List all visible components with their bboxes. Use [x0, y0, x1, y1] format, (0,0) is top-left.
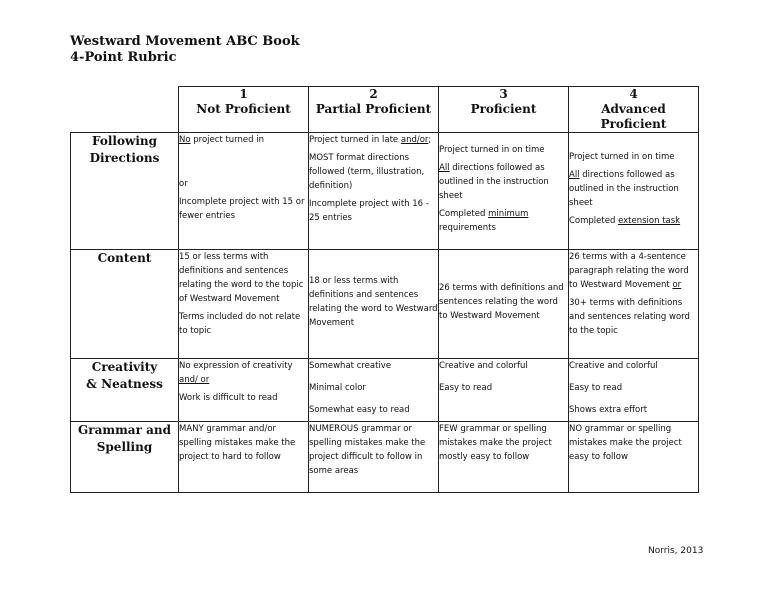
level-number: 4	[629, 87, 638, 101]
cell-following-1: No project turned in or Incomplete project with 15 or fewer entries	[179, 133, 309, 250]
rubric-row-creativity	[71, 359, 699, 422]
cell-following-2: Project turned in late and/or; MOST format directions followed (term, illustration, definition) Incomplete project with 16 - 25 entries	[309, 133, 439, 250]
cell-content-1: 15 or less terms with definitions and sentences relating the word to the topic of Westward Movement Terms included do not relate to topic	[179, 250, 309, 359]
document-subtitle: 4-Point Rubric	[70, 50, 177, 65]
footer-credit: Norris, 2013	[648, 546, 704, 556]
rubric-table	[70, 86, 699, 493]
criterion-label: Content	[71, 250, 179, 359]
cell-creativity-1: No expression of creativity and/ or Work is difficult to read	[179, 359, 309, 422]
document-title: Westward Movement ABC Book	[70, 34, 300, 49]
cell-grammar-2: NUMEROUS grammar or spelling mistakes make the project difficult to follow in some areas	[309, 422, 439, 493]
criterion-label: Following Directions	[71, 133, 179, 250]
cell-creativity-4: Creative and colorful Easy to read Shows extra effort	[569, 359, 699, 422]
rubric-row-grammar	[71, 422, 699, 493]
level-header-4	[569, 87, 699, 133]
cell-following-4: Project turned in on time All directions followed as outlined in the instruction sheet Completed extension task	[569, 133, 699, 250]
level-number: 3	[499, 87, 508, 101]
level-number: 2	[369, 87, 378, 101]
cell-content-3: 26 terms with definitions and sentences relating the word to Westward Movement	[439, 250, 569, 359]
cell-creativity-2: Somewhat creative Minimal color Somewhat easy to read	[309, 359, 439, 422]
cell-content-2: 18 or less terms with definitions and sentences relating the word to Westward Movement	[309, 250, 439, 359]
cell-creativity-3: Creative and colorful Easy to read	[439, 359, 569, 422]
level-header-1	[179, 87, 309, 133]
level-header-3	[439, 87, 569, 133]
level-label: Advanced Proficient	[600, 102, 667, 131]
cell-grammar-3: FEW grammar or spelling mistakes make the project mostly easy to follow	[439, 422, 569, 493]
criterion-label: Creativity & Neatness	[71, 359, 179, 422]
header-row	[71, 87, 699, 133]
level-header-2	[309, 87, 439, 133]
level-number: 1	[239, 87, 248, 101]
cell-grammar-1: MANY grammar and/or spelling mistakes make the project to hard to follow	[179, 422, 309, 493]
cell-content-4: 26 terms with a 4-sentence paragraph relating the word to Westward Movement or 30+ terms with definitions and sentences relating word to the topic	[569, 250, 699, 359]
rubric-row-content	[71, 250, 699, 359]
level-label: Proficient	[470, 102, 537, 116]
cell-grammar-4: NO grammar or spelling mistakes make the project easy to follow	[569, 422, 699, 493]
document-title-block	[70, 34, 300, 66]
criterion-label: Grammar and Spelling	[71, 422, 179, 493]
level-label: Not Proficient	[196, 102, 291, 116]
corner-cell	[71, 87, 179, 133]
cell-following-3: Project turned in on time All directions followed as outlined in the instruction sheet Completed minimum requirements	[439, 133, 569, 250]
rubric-row-following-directions	[71, 133, 699, 250]
level-label: Partial Proficient	[315, 102, 432, 116]
